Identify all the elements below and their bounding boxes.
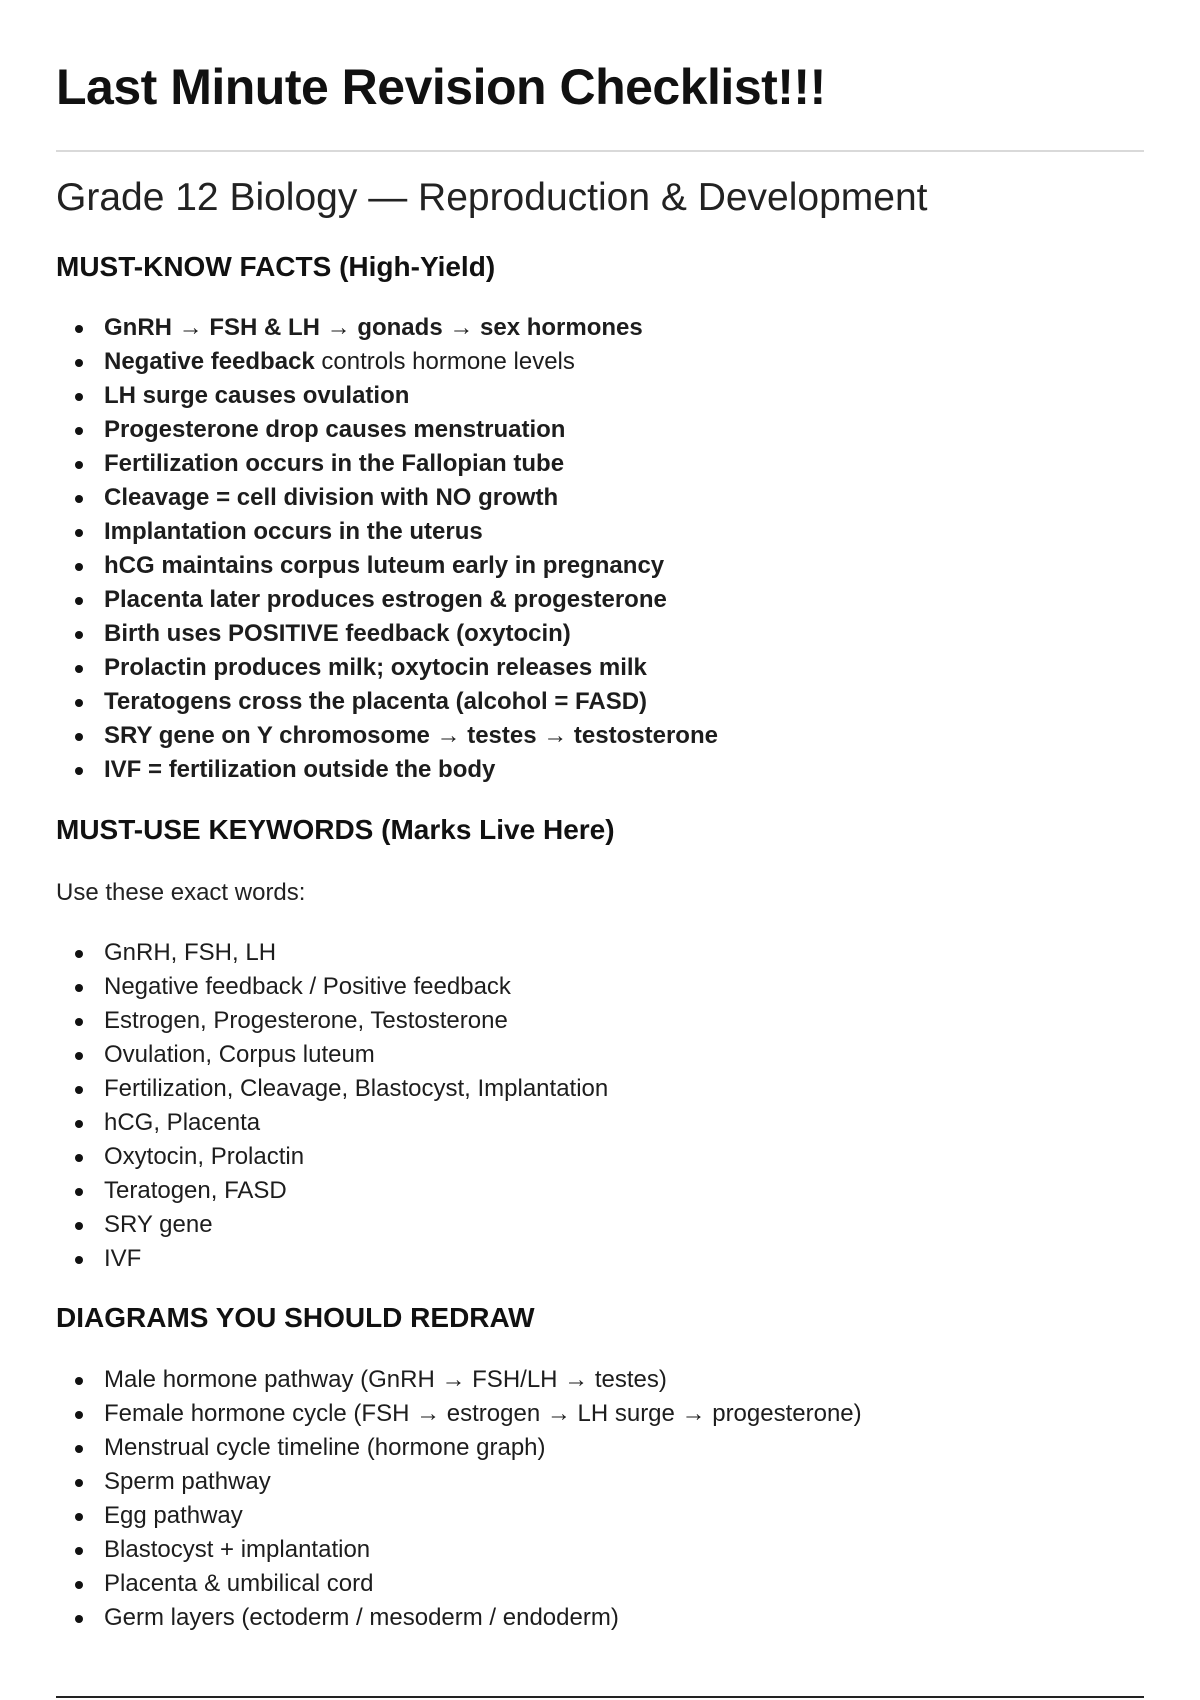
keywords-item-text: Oxytocin, Prolactin [104,1143,305,1170]
page-title: Last Minute Revision Checklist!!! [56,59,826,115]
facts-list-item [56,651,1144,685]
keywords-list-item [56,1242,1144,1276]
facts-item-text: LH surge causes ovulation [104,382,410,409]
diagrams-list-item [56,1431,1144,1465]
bottom-divider [56,1696,1144,1698]
diagrams-list-item [56,1397,1144,1431]
keywords-intro: Use these exact words: [56,879,306,906]
diagrams-list-item [56,1363,1144,1397]
keywords-list-item [56,1072,1144,1106]
keywords-item-text: Ovulation, Corpus luteum [104,1041,375,1068]
bullet-icon [75,427,83,435]
diagrams-item-text: Germ layers (ectoderm / mesoderm / endoderm) [104,1604,619,1631]
facts-list-item [56,685,1144,719]
keywords-item-text: GnRH, FSH, LH [104,939,277,966]
facts-list-item [56,345,1144,379]
keywords-list [56,936,1144,1276]
facts-list-item [56,549,1144,583]
bullet-icon [75,461,83,469]
diagrams-list-item [56,1601,1144,1635]
keywords-item-text: Negative feedback / Positive feedback [104,973,511,1000]
facts-section [56,248,1144,787]
bullet-icon [75,1086,83,1094]
keywords-list-item [56,1106,1144,1140]
facts-list-item [56,617,1144,651]
bullet-icon [75,1052,83,1060]
keywords-list-item [56,1038,1144,1072]
keywords-list-item [56,1004,1144,1038]
bullet-icon [75,1154,83,1162]
facts-list-item [56,719,1144,753]
keywords-item-text: Fertilization, Cleavage, Blastocyst, Implantation [104,1075,609,1102]
bullet-icon [75,733,83,741]
bullet-icon [75,1222,83,1230]
facts-list-item [56,481,1144,515]
bullet-icon [75,1256,83,1264]
title-divider [56,150,1144,152]
bullet-icon [75,984,83,992]
keywords-item-text: IVF [104,1245,142,1272]
diagrams-item-text: Placenta & umbilical cord [104,1570,374,1597]
bullet-icon [75,529,83,537]
bullet-icon [75,1411,83,1419]
bullet-icon [75,631,83,639]
diagrams-item-text: Sperm pathway [104,1468,271,1495]
keywords-item-text: Estrogen, Progesterone, Testosterone [104,1007,508,1034]
facts-item-text: Teratogens cross the placenta (alcohol = FASD) [104,688,648,715]
keywords-list-item [56,970,1144,1004]
keywords-list-item [56,1140,1144,1174]
diagrams-item-text: Blastocyst + implantation [104,1536,371,1563]
facts-item-text: hCG maintains corpus luteum early in pregnancy [104,552,665,579]
facts-list-item [56,311,1144,345]
keywords-heading: MUST-USE KEYWORDS (Marks Live Here) [56,814,615,845]
facts-list-item [56,413,1144,447]
bullet-icon [75,1188,83,1196]
keywords-list-item [56,1174,1144,1208]
facts-list-item [56,753,1144,787]
keywords-section [56,811,1144,1276]
diagrams-item-text: Egg pathway [104,1502,243,1529]
bullet-icon [75,699,83,707]
diagrams-list [56,1363,1144,1635]
facts-list-item [56,515,1144,549]
keywords-item-text: Teratogen, FASD [104,1177,287,1204]
page-subtitle: Grade 12 Biology — Reproduction & Development [56,176,928,219]
bullet-icon [75,563,83,571]
facts-list-item [56,379,1144,413]
facts-item-text: SRY gene on Y chromosome → testes → testosterone [104,722,718,749]
facts-item-text: Placenta later produces estrogen & progesterone [104,586,667,613]
keywords-list-item [56,936,1144,970]
bullet-icon [75,665,83,673]
bullet-icon [75,1581,83,1589]
bullet-icon [75,1120,83,1128]
bullet-icon [75,1377,83,1385]
diagrams-list-item [56,1533,1144,1567]
facts-item-text: Fertilization occurs in the Fallopian tube [104,450,565,477]
bullet-icon [75,950,83,958]
facts-list [56,311,1144,787]
bullet-icon [75,325,83,333]
bullet-icon [75,495,83,503]
bullet-icon [75,359,83,367]
facts-item-text: Cleavage = cell division with NO growth [104,484,559,511]
facts-item-text: controls hormone levels [314,348,575,375]
facts-item-text: Birth uses POSITIVE feedback (oxytocin) [104,620,571,647]
bullet-icon [75,1547,83,1555]
facts-item-text: Implantation occurs in the uterus [104,518,483,545]
bullet-icon [75,767,83,775]
facts-list-item [56,447,1144,481]
diagrams-list-item [56,1567,1144,1601]
facts-heading: MUST-KNOW FACTS (High-Yield) [56,251,496,282]
bullet-icon [75,1513,83,1521]
diagrams-section [56,1299,1144,1635]
diagrams-heading: DIAGRAMS YOU SHOULD REDRAW [56,1302,535,1333]
diagrams-list-item [56,1499,1144,1533]
facts-item-emphasis: Negative feedback [104,348,315,375]
bullet-icon [75,1479,83,1487]
facts-item-text: IVF = fertilization outside the body [104,756,496,783]
keywords-item-text: SRY gene [104,1211,213,1238]
diagrams-item-text: Male hormone pathway (GnRH → FSH/LH → testes) [104,1366,667,1393]
diagrams-item-text: Menstrual cycle timeline (hormone graph) [104,1434,546,1461]
bullet-icon [75,1445,83,1453]
facts-item-text: Progesterone drop causes menstruation [104,416,566,443]
keywords-item-text: hCG, Placenta [104,1109,261,1136]
diagrams-list-item [56,1465,1144,1499]
bullet-icon [75,597,83,605]
diagrams-item-text: Female hormone cycle (FSH → estrogen → LH surge → progesterone) [104,1400,862,1427]
bullet-icon [75,1018,83,1026]
facts-item-text: Prolactin produces milk; oxytocin releases milk [104,654,647,681]
bullet-icon [75,393,83,401]
facts-item-text: GnRH → FSH & LH → gonads → sex hormones [104,314,643,341]
facts-list-item [56,583,1144,617]
keywords-list-item [56,1208,1144,1242]
bullet-icon [75,1615,83,1623]
